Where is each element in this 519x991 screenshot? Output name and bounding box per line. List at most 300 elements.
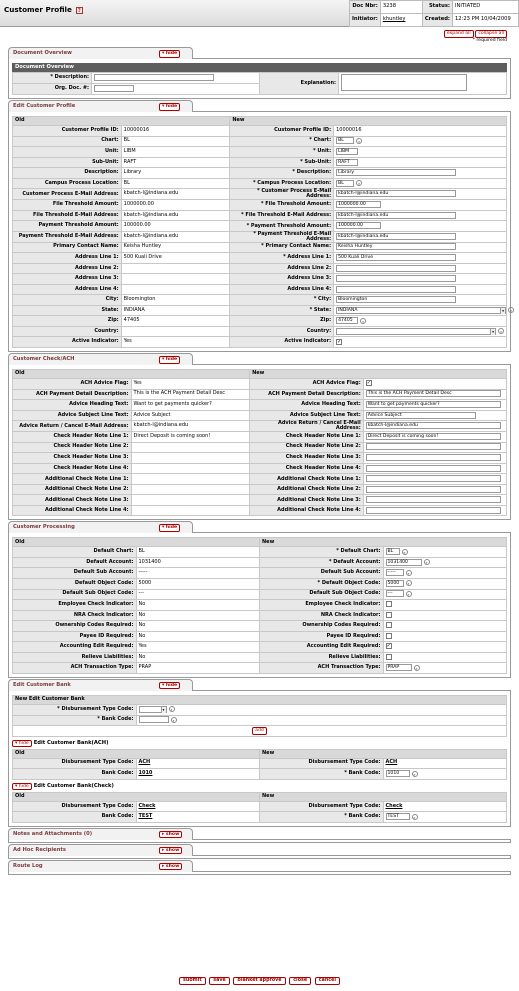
hide-button[interactable]: ▾ hide: [159, 50, 180, 58]
new-field-input[interactable]: [366, 475, 501, 482]
old-field-label: Advice Subject Line Text:: [13, 410, 132, 421]
state-select[interactable]: [336, 307, 506, 314]
new-field-cell: [334, 274, 507, 285]
old-field-value: No: [136, 610, 260, 621]
lookup-icon[interactable]: ⌕: [407, 591, 410, 597]
initiator-label: Initiator:: [349, 14, 380, 27]
new-field-input[interactable]: 1000000.00: [336, 201, 381, 208]
new-field-cell: [383, 610, 507, 621]
profile-row: [13, 337, 507, 348]
lookup-icon[interactable]: ⌕: [509, 308, 513, 314]
new-field-cell: [334, 178, 507, 189]
new-field-cell: [334, 200, 507, 211]
profile-row: [13, 168, 507, 179]
check-ach-row: [13, 453, 507, 464]
new-field-cell: [334, 126, 507, 137]
old-field-label: Address Line 1:: [13, 253, 122, 264]
new-header: New: [260, 792, 507, 801]
new-field-input[interactable]: [366, 496, 501, 503]
old-field-label: Advice Return / Cancel E-Mail Address:: [13, 421, 132, 432]
expand-all-button[interactable]: expand all: [444, 30, 474, 38]
new-field-label: * Customer Process E-Mail Address:: [230, 189, 334, 200]
tab-route-log: [8, 860, 511, 872]
new-field-input[interactable]: PRAP: [386, 664, 412, 671]
new-field-label: Default Sub Account:: [260, 568, 384, 579]
help-icon[interactable]: ?: [76, 7, 83, 14]
old-field-label: Sub-Unit:: [13, 157, 122, 168]
new-field-cell: [383, 652, 507, 663]
new-field-label: Relieve Liabilities:: [260, 652, 384, 663]
new-field-cell: [334, 337, 507, 348]
doc-nbr-label: Doc Nbr:: [349, 1, 380, 14]
old-field-label: Default Sub Object Code:: [13, 589, 137, 600]
old-field-label: Check Header Note Line 1:: [13, 432, 132, 443]
old-field-label: File Threshold Amount:: [13, 200, 122, 211]
new-field-label: * File Threshold Amount:: [230, 200, 334, 211]
new-field-input[interactable]: 500 Kuali Drive: [336, 254, 456, 261]
lookup-icon[interactable]: ⌕: [415, 665, 418, 671]
new-field-input[interactable]: [366, 443, 501, 450]
edit-customer-profile-panel: [8, 112, 511, 352]
old-field-value: 10000016: [121, 126, 230, 137]
processing-row: [13, 663, 507, 674]
lookup-icon[interactable]: ⌕: [425, 560, 428, 566]
old-field-value: [131, 442, 250, 453]
org-doc-label: Org. Doc. #:: [13, 84, 92, 95]
profile-row: [13, 200, 507, 211]
new-field-checkbox[interactable]: [386, 622, 392, 628]
old-field-value: kbatch-l@indiana.edu: [121, 210, 230, 221]
description-input[interactable]: [94, 74, 214, 81]
new-field-input[interactable]: [366, 454, 501, 461]
tab-edit-customer-profile: [8, 100, 511, 112]
new-field-label: NRA Check Indicator:: [260, 610, 384, 621]
new-field-input[interactable]: Want to get payments quicker?: [366, 401, 501, 408]
old-field-label: Campus Process Location:: [13, 178, 122, 189]
new-field-cell: [334, 221, 507, 232]
old-field-label: Check Header Note Line 2:: [13, 442, 132, 453]
new-field-cell: [334, 284, 507, 295]
disbursement-type-new-link[interactable]: ACH: [385, 759, 398, 766]
lookup-icon[interactable]: ⌕: [170, 707, 173, 713]
bank-check-title: Edit Customer Bank(Check): [33, 782, 114, 789]
new-field-label: * City:: [230, 295, 334, 306]
new-field-label: Advice Heading Text:: [250, 400, 364, 411]
new-field-input[interactable]: Advice Subject: [366, 412, 476, 419]
disbursement-type-new-link[interactable]: Check: [385, 802, 403, 809]
old-field-value: BL: [136, 547, 260, 558]
new-field-label: Address Line 3:: [230, 274, 334, 285]
old-field-label: Country:: [13, 326, 122, 337]
new-field-label: ACH Transaction Type:: [260, 663, 384, 674]
lookup-icon[interactable]: ⌕: [407, 581, 410, 587]
lookup-icon[interactable]: ⌕: [361, 318, 365, 324]
old-field-value: Direct Deposit is coming soon!: [131, 432, 250, 443]
new-field-input[interactable]: Keisha Huntley: [336, 243, 456, 250]
new-field-checkbox[interactable]: [386, 633, 392, 639]
processing-row: [13, 568, 507, 579]
profile-row: [13, 326, 507, 337]
lookup-icon[interactable]: ⌕: [499, 329, 503, 335]
new-field-input[interactable]: RAFT: [336, 159, 358, 166]
old-field-value: -----: [136, 568, 260, 579]
new-field-input[interactable]: Bloomington: [336, 296, 456, 303]
disbursement-type-old-label: Disbursement Type Code:: [13, 758, 137, 769]
new-bank-table: [12, 695, 507, 737]
ach-advice-flag-checkbox[interactable]: ✓: [366, 380, 371, 387]
subhead: Document Overview: [12, 63, 507, 72]
new-header: New: [260, 749, 507, 758]
new-field-input[interactable]: ---: [386, 590, 404, 597]
new-field-cell: [383, 631, 507, 642]
new-field-input[interactable]: 100000.00: [336, 222, 381, 229]
lookup-icon[interactable]: ⌕: [357, 138, 361, 144]
check-ach-row: [13, 495, 507, 506]
hide-button[interactable]: ▾ hide: [12, 783, 32, 791]
disbursement-type-old-link[interactable]: ACH: [138, 759, 151, 766]
close-button[interactable]: close: [289, 977, 311, 985]
old-field-value: 1000000.00: [121, 200, 230, 211]
new-field-input[interactable]: BL: [336, 137, 354, 144]
new-field-label: Payee ID Required:: [260, 631, 384, 642]
add-button[interactable]: add: [252, 727, 267, 735]
new-field-input[interactable]: [366, 507, 501, 514]
lookup-icon[interactable]: ⌕: [172, 717, 175, 723]
new-field-input[interactable]: [336, 275, 456, 282]
new-field-input[interactable]: 5000: [386, 580, 404, 587]
hide-button[interactable]: ▾ hide: [159, 524, 180, 532]
lookup-icon[interactable]: ⌕: [407, 570, 410, 576]
old-field-label: Primary Contact Name:: [13, 242, 122, 253]
new-field-input[interactable]: kbatch-l@indiana.edu: [336, 233, 456, 240]
processing-row: [13, 579, 507, 590]
new-field-label: ACH Advice Flag:: [250, 379, 364, 390]
active-indicator-checkbox[interactable]: ✓: [337, 338, 342, 345]
save-button[interactable]: save: [209, 977, 229, 985]
bank-check-header: [12, 783, 507, 792]
new-field-cell: [334, 168, 507, 179]
new-field-label: Customer Profile ID:: [230, 126, 334, 137]
new-field-cell: [334, 189, 507, 200]
tab-label: Route Log: [13, 862, 43, 869]
explanation-textarea[interactable]: [341, 74, 467, 91]
country-select[interactable]: [336, 328, 496, 335]
profile-row: [13, 136, 507, 147]
new-field-input[interactable]: Direct Deposit is coming soon!: [366, 433, 501, 440]
new-field-label: Address Line 2:: [230, 263, 334, 274]
hide-button[interactable]: ▾ hide: [12, 740, 32, 748]
top-controls: [0, 27, 519, 46]
new-field-label: * Chart:: [230, 136, 334, 147]
new-field-cell: [363, 453, 506, 464]
disbursement-type-select[interactable]: ▾: [139, 706, 167, 713]
old-field-value: kbatch-l@indiana.edu: [121, 189, 230, 200]
new-field-cell: [363, 495, 506, 506]
new-field-input[interactable]: kbatch-l@indiana.edu: [336, 212, 456, 219]
new-field-label: Check Header Note Line 4:: [250, 463, 364, 474]
old-field-value: 500 Kuali Drive: [121, 253, 230, 264]
bank-code-new-label: * Bank Code:: [260, 812, 384, 823]
new-header: New: [260, 538, 507, 547]
check-ach-row: [13, 400, 507, 411]
profile-row: [13, 126, 507, 137]
lookup-icon[interactable]: ⌕: [357, 181, 361, 187]
new-field-checkbox[interactable]: [386, 601, 392, 607]
old-field-label: Default Sub Account:: [13, 568, 137, 579]
new-header: New: [250, 370, 507, 379]
new-field-label: Address Line 4:: [230, 284, 334, 295]
old-field-value: 47405: [121, 316, 230, 327]
processing-row: [13, 610, 507, 621]
processing-table: [12, 537, 507, 674]
org-doc-input[interactable]: [94, 85, 134, 92]
new-field-input[interactable]: [336, 286, 456, 293]
bank-code-input[interactable]: 1010: [386, 770, 410, 777]
new-field-label: Active Indicator:: [230, 337, 334, 348]
new-field-cell: [383, 589, 507, 600]
profile-row: [13, 274, 507, 285]
processing-row: [13, 589, 507, 600]
old-field-label: Additional Check Note Line 1:: [13, 474, 132, 485]
new-field-label: * Default Chart:: [260, 547, 384, 558]
new-field-label: * Campus Process Location:: [230, 178, 334, 189]
tab-edit-customer-bank: [8, 679, 511, 691]
new-field-input[interactable]: 47405: [336, 317, 358, 324]
check-ach-row: [13, 442, 507, 453]
old-field-value: No: [136, 652, 260, 663]
bank-code-old-link[interactable]: TEST: [138, 813, 153, 820]
bank-code-input[interactable]: [139, 716, 169, 723]
tab-label: Notes and Attachments (0): [13, 830, 93, 837]
old-field-value: [121, 284, 230, 295]
new-field-input[interactable]: Library: [336, 169, 456, 176]
submit-button[interactable]: submit: [179, 977, 206, 985]
old-field-value: [121, 263, 230, 274]
profile-row: [13, 284, 507, 295]
bank-check-table: [12, 792, 507, 823]
new-field-label: * File Threshold E-Mail Address:: [230, 210, 334, 221]
bank-code-label: * Bank Code:: [13, 715, 137, 726]
blanket-approve-button[interactable]: blanket approve: [233, 977, 285, 985]
bank-code-old-label: Bank Code:: [13, 812, 137, 823]
new-field-input[interactable]: [366, 465, 501, 472]
document-header-table: [349, 0, 519, 27]
new-field-label: Advice Return / Cancel E-Mail Address:: [250, 421, 364, 432]
new-field-checkbox[interactable]: ✓: [386, 643, 391, 650]
old-field-value: INDIANA: [121, 305, 230, 316]
old-field-label: Additional Check Note Line 3:: [13, 495, 132, 506]
old-field-label: State:: [13, 305, 122, 316]
old-field-label: NRA Check Indicator:: [13, 610, 137, 621]
old-field-label: Customer Process E-Mail Address:: [13, 189, 122, 200]
new-field-label: Additional Check Note Line 2:: [250, 484, 364, 495]
description-label: * Description:: [13, 73, 92, 84]
tab-label: Customer Processing: [13, 524, 75, 531]
cancel-button[interactable]: cancel: [315, 977, 340, 985]
page-title: [4, 6, 83, 14]
show-button[interactable]: ▸ show: [159, 831, 182, 839]
profile-row: [13, 316, 507, 327]
old-field-label: City:: [13, 295, 122, 306]
processing-row: [13, 631, 507, 642]
new-field-label: Ownership Codes Required:: [260, 621, 384, 632]
new-field-label: Check Header Note Line 2:: [250, 442, 364, 453]
new-field-label: Additional Check Note Line 1:: [250, 474, 364, 485]
old-field-value: Yes: [121, 337, 230, 348]
new-field-input[interactable]: kbatch-l@indiana.edu: [366, 422, 501, 429]
old-field-label: Customer Profile ID:: [13, 126, 122, 137]
hide-button[interactable]: ▾ hide: [159, 356, 180, 364]
new-field-input[interactable]: LIBM: [336, 148, 358, 155]
new-field-input[interactable]: [336, 265, 456, 272]
hide-button[interactable]: ▾ hide: [159, 103, 180, 111]
old-field-value: [121, 274, 230, 285]
lookup-icon[interactable]: ⌕: [413, 771, 416, 777]
new-field-input[interactable]: 1031400: [386, 559, 422, 566]
tab-label: Customer Check/ACH: [13, 356, 75, 363]
old-field-value: LIBM: [121, 147, 230, 158]
bank-code-old-link[interactable]: 1010: [138, 770, 153, 777]
new-field-input[interactable]: BL: [336, 180, 354, 187]
old-field-value: Yes: [131, 379, 250, 390]
old-field-value: kbatch-l@indiana.edu: [131, 421, 250, 432]
main-content: [8, 46, 511, 875]
chevron-down-icon: ▾: [490, 329, 495, 335]
profile-row: [13, 242, 507, 253]
show-button[interactable]: ▸ show: [159, 863, 182, 871]
new-field-cell: [383, 557, 507, 568]
old-field-value: 1031400: [136, 557, 260, 568]
old-field-value: [131, 453, 250, 464]
tab-label: Ad Hoc Recipients: [13, 846, 66, 853]
new-field-cell: [363, 442, 506, 453]
old-field-label: Default Chart:: [13, 547, 137, 558]
new-field-label: ACH Payment Detail Description:: [250, 389, 364, 400]
old-field-label: Payment Threshold E-Mail Address:: [13, 231, 122, 242]
old-field-value: This is the ACH Payment Detail Desc: [131, 389, 250, 400]
profile-row: [13, 263, 507, 274]
profile-row: [13, 210, 507, 221]
old-field-label: Relieve Liabilities:: [13, 652, 137, 663]
new-field-cell: [383, 621, 507, 632]
new-field-cell: [363, 421, 506, 432]
new-field-label: Accounting Edit Required:: [260, 642, 384, 653]
new-field-label: Check Header Note Line 3:: [250, 453, 364, 464]
new-field-cell: [383, 579, 507, 590]
tab-customer-check-ach: [8, 353, 511, 365]
processing-row: [13, 557, 507, 568]
new-field-checkbox[interactable]: [386, 654, 392, 660]
old-field-value: [131, 505, 250, 516]
new-field-cell: [334, 253, 507, 264]
tab-document-overview: [8, 47, 511, 59]
check-ach-table: [12, 369, 507, 516]
old-field-value: Library: [121, 168, 230, 179]
old-field-label: Advice Heading Text:: [13, 400, 132, 411]
processing-row: [13, 652, 507, 663]
old-field-value: No: [136, 631, 260, 642]
tab-label: Edit Customer Profile: [13, 103, 76, 109]
bank-code-new-label: * Bank Code:: [260, 769, 384, 780]
old-field-value: Keisha Huntley: [121, 242, 230, 253]
lookup-icon[interactable]: ⌕: [403, 549, 406, 555]
profile-row: [13, 295, 507, 306]
new-header: New: [230, 117, 507, 126]
check-ach-row: [13, 432, 507, 443]
new-field-input[interactable]: kbatch-l@indiana.edu: [336, 190, 456, 197]
new-field-label: Default Sub Object Code:: [260, 589, 384, 600]
old-field-value: [131, 463, 250, 474]
old-field-label: Active Indicator:: [13, 337, 122, 348]
show-button[interactable]: ▸ show: [159, 847, 182, 855]
action-buttons-bar: [0, 977, 519, 985]
new-field-input[interactable]: This is the ACH Payment Detail Desc: [366, 390, 501, 397]
page-title-text: Customer Profile: [4, 5, 72, 14]
old-header: Old: [13, 538, 260, 547]
new-field-label: Employee Check Indicator:: [260, 600, 384, 611]
profile-row: [13, 157, 507, 168]
new-field-label: Check Header Note Line 1:: [250, 432, 364, 443]
new-field-label: Advice Subject Line Text:: [250, 410, 364, 421]
document-overview-table: [12, 72, 507, 95]
check-ach-row: [13, 389, 507, 400]
old-field-label: ACH Transaction Type:: [13, 663, 137, 674]
lookup-icon[interactable]: ⌕: [413, 814, 416, 820]
hide-button[interactable]: ▾ hide: [159, 682, 180, 690]
check-ach-row: [13, 421, 507, 432]
old-field-value: No: [136, 600, 260, 611]
required-field-note: * required field: [472, 38, 507, 43]
created-value: 12:23 PM 10/04/2009: [453, 14, 519, 27]
new-field-label: * Description:: [230, 168, 334, 179]
tab-label: Edit Customer Bank: [13, 681, 71, 688]
bank-ach-table: [12, 749, 507, 780]
disbursement-type-old-link[interactable]: Check: [138, 802, 156, 809]
new-field-input[interactable]: -----: [386, 569, 404, 576]
old-field-value: kbatch-l@indiana.edu: [121, 231, 230, 242]
new-field-cell: [363, 410, 506, 421]
customer-processing-panel: [8, 533, 511, 678]
doc-nbr-value: 3238: [380, 1, 422, 14]
profile-row: [13, 253, 507, 264]
new-field-cell: [334, 147, 507, 158]
old-field-value: [131, 484, 250, 495]
profile-row: [13, 178, 507, 189]
new-field-input[interactable]: BL: [386, 548, 400, 555]
page-header: [0, 0, 519, 27]
bank-ach-title: Edit Customer Bank(ACH): [33, 739, 109, 746]
old-field-label: Accounting Edit Required:: [13, 642, 137, 653]
processing-row: [13, 600, 507, 611]
new-field-cell: [334, 305, 513, 316]
bank-code-input[interactable]: TEST: [386, 813, 410, 820]
new-field-label: * Sub-Unit:: [230, 157, 334, 168]
old-field-value: Yes: [136, 642, 260, 653]
new-field-input[interactable]: [366, 486, 501, 493]
collapse-all-button[interactable]: collapse all: [475, 30, 507, 38]
old-field-value: ---: [136, 589, 260, 600]
new-field-label: * Payment Threshold Amount:: [230, 221, 334, 232]
new-field-cell: [334, 231, 507, 242]
new-field-cell: [363, 505, 506, 516]
check-ach-row: [13, 474, 507, 485]
bank-ach-header: [12, 740, 507, 749]
new-field-checkbox[interactable]: [386, 612, 392, 618]
old-field-value: Advice Subject: [131, 410, 250, 421]
old-header: Old: [13, 749, 260, 758]
new-field-cell: [363, 379, 506, 390]
initiator-link[interactable]: khuntley: [380, 14, 422, 27]
